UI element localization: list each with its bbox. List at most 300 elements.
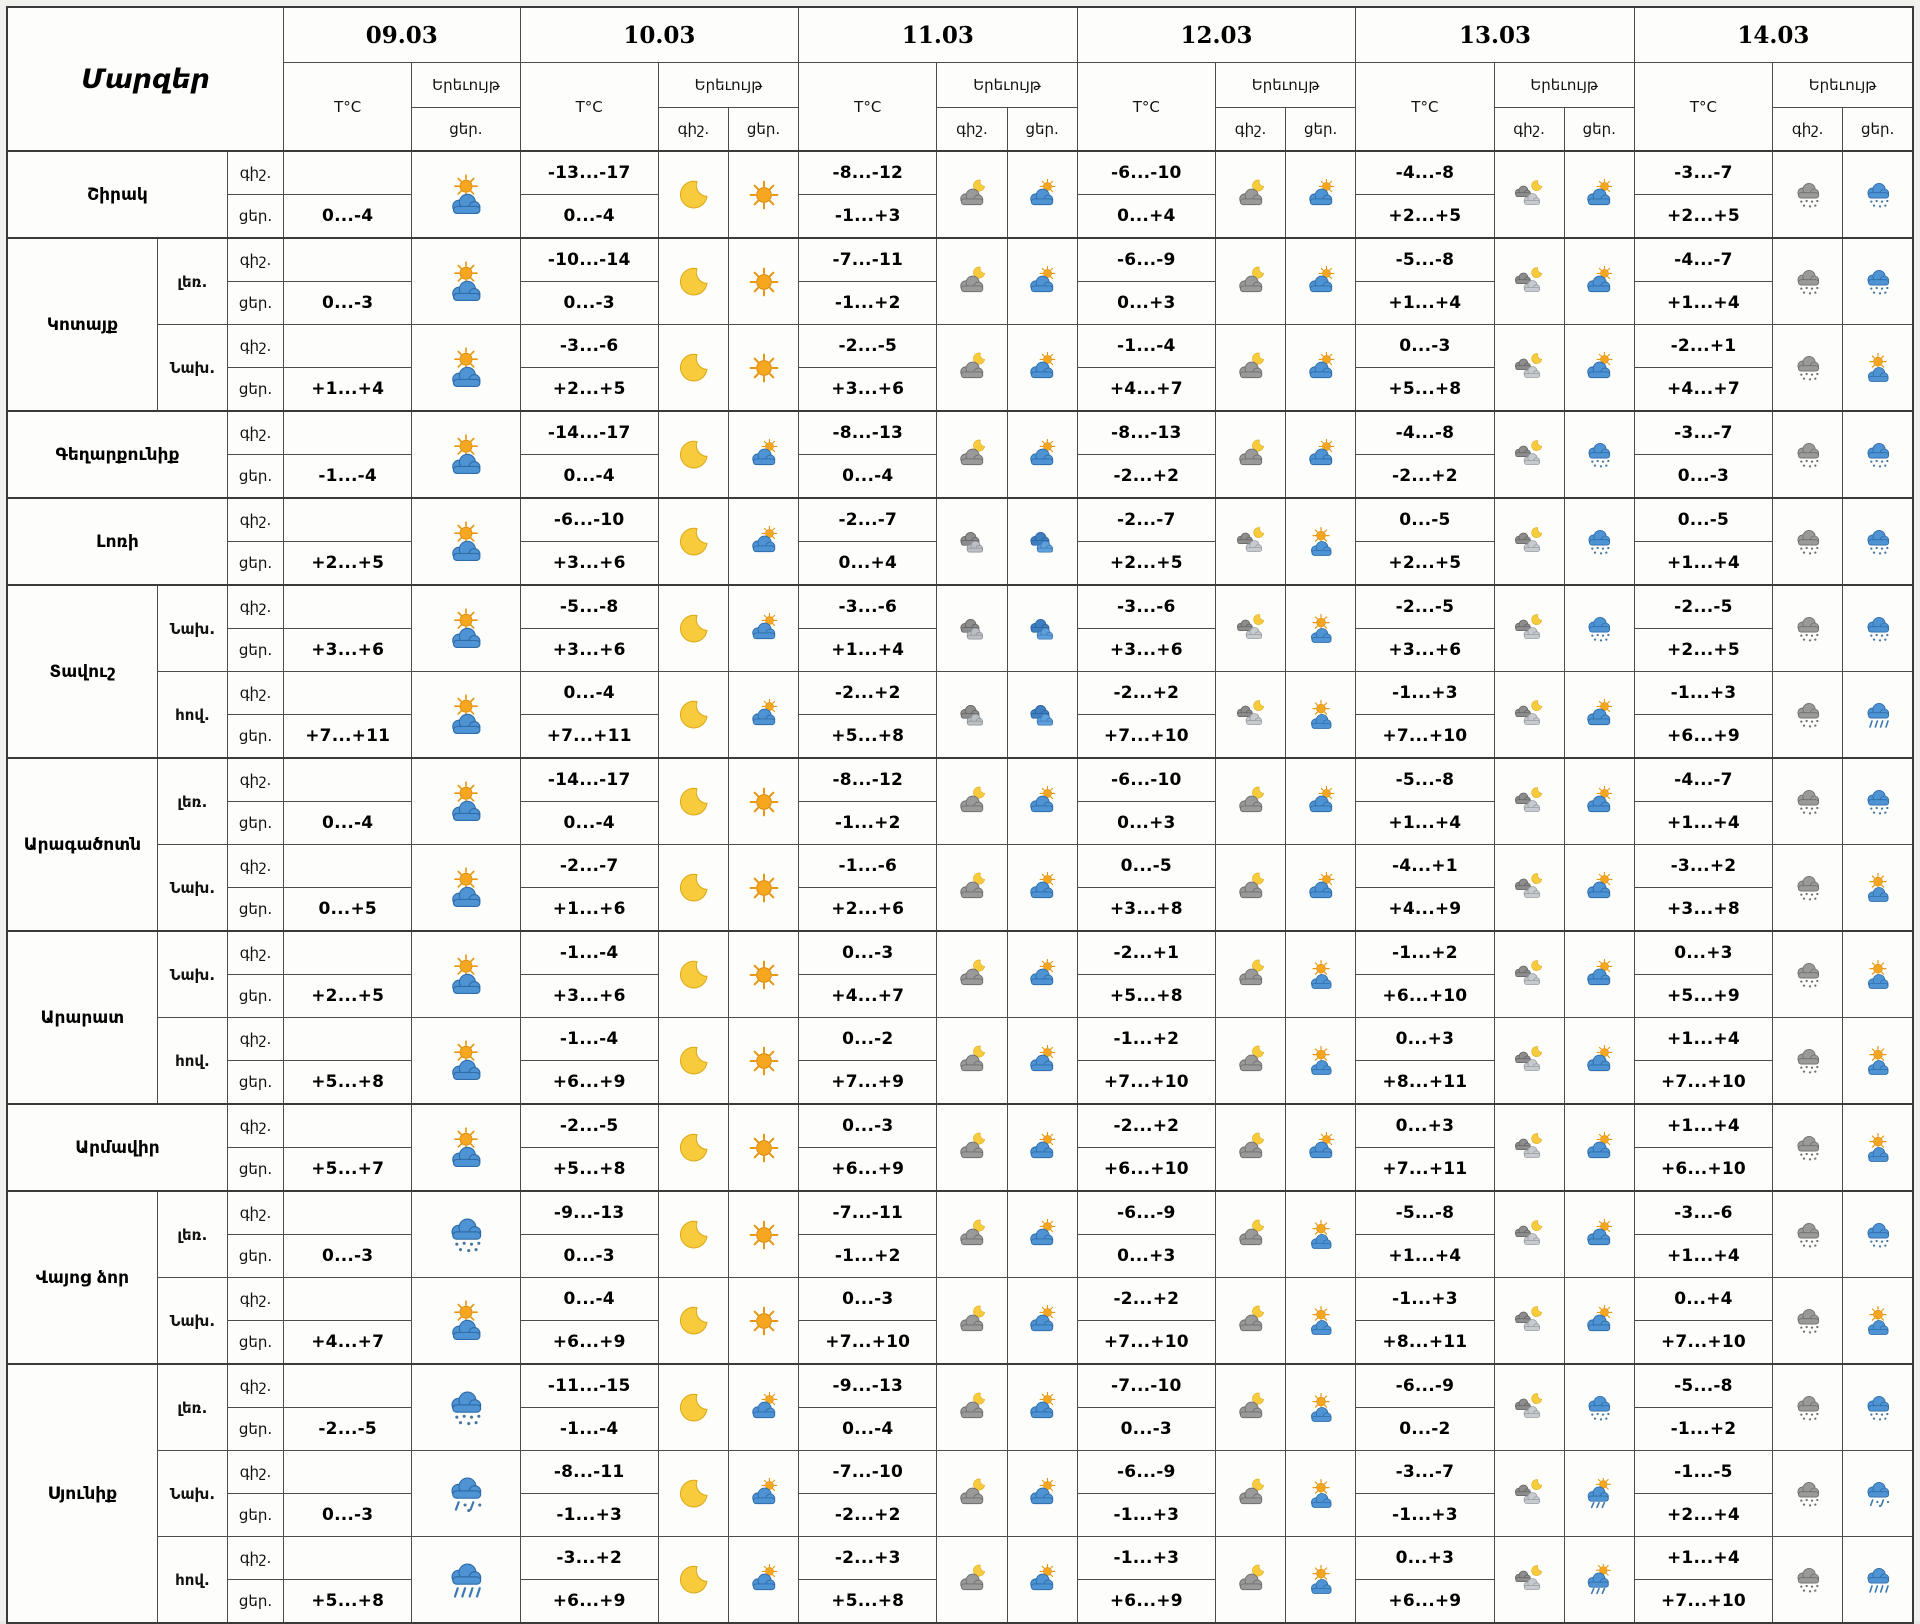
snow-blue-icon xyxy=(444,1386,488,1430)
sun-cloud-icon-cell xyxy=(412,151,520,238)
snow-gray-icon-cell xyxy=(1773,758,1843,845)
temp-day-09.03: -1...-4 xyxy=(284,455,412,499)
temp-day-11.03: +5...+8 xyxy=(799,1580,937,1624)
temp-night-12.03: -6...-10 xyxy=(1077,758,1215,802)
night-row-label: գիշ. xyxy=(227,238,283,282)
snow-blue-icon-cell xyxy=(1843,1364,1913,1451)
clouds-moon-icon-cell xyxy=(1494,1018,1564,1105)
night-row xyxy=(7,1364,1913,1408)
snow-gray-icon-cell xyxy=(1773,325,1843,412)
temp-night-11.03: -2...+2 xyxy=(799,672,937,715)
temp-0903-night-empty xyxy=(284,1104,412,1148)
snow-blue-icon xyxy=(1862,439,1894,471)
temp-night-13.03: -6...-9 xyxy=(1356,1364,1494,1408)
temp-day-11.03: +6...+9 xyxy=(799,1148,937,1192)
cloud-moon-icon-cell xyxy=(937,758,1007,845)
temp-day-12.03: +6...+9 xyxy=(1077,1580,1215,1624)
temp-night-10.03: -1...-4 xyxy=(520,1018,658,1061)
cloud-moon-icon-cell xyxy=(1215,411,1285,498)
sun-icon xyxy=(748,1219,780,1251)
sun-icon xyxy=(748,352,780,384)
night-row-label: գիշ. xyxy=(227,151,283,195)
night-row xyxy=(7,411,1913,455)
clouds-moon-icon xyxy=(1513,266,1545,298)
cloud-moon-icon-cell xyxy=(1215,1104,1285,1191)
rain-sun-icon-cell xyxy=(1564,1537,1634,1624)
temp-0903-night-empty xyxy=(284,1451,412,1494)
cloud-moon-icon-cell xyxy=(937,845,1007,932)
cloud-sun-icon-cell xyxy=(1007,325,1077,412)
date-header-1403: 14.03 xyxy=(1634,7,1913,63)
cloud-sun-icon xyxy=(1583,266,1615,298)
cloud-moon-icon xyxy=(956,1478,988,1510)
temp-night-11.03: -3...-6 xyxy=(799,585,937,629)
night-header: գիշ. xyxy=(1773,108,1843,152)
snow-blue-icon-cell xyxy=(1564,411,1634,498)
night-row-label: գիշ. xyxy=(227,585,283,629)
cloud-sun-icon xyxy=(1026,786,1058,818)
temp-day-12.03: +2...+5 xyxy=(1077,542,1215,586)
temp-night-11.03: -7...-10 xyxy=(799,1451,937,1494)
temp-night-13.03: -1...+2 xyxy=(1356,931,1494,975)
temp-night-13.03: -4...+1 xyxy=(1356,845,1494,888)
moon-icon-cell xyxy=(658,411,728,498)
moon-icon-cell xyxy=(658,1278,728,1365)
temp-day-14.03: +6...+10 xyxy=(1634,1148,1772,1192)
zone-name: Նախ. xyxy=(157,1451,227,1537)
snow-blue-icon-cell xyxy=(1564,585,1634,672)
temp-day-10.03: 0...-3 xyxy=(520,282,658,325)
night-row xyxy=(7,1451,1913,1494)
moon-icon xyxy=(677,1305,709,1337)
temp-day-09.03: +5...+8 xyxy=(284,1061,412,1105)
region-name: Արագածոտն xyxy=(7,758,157,931)
temp-night-14.03: -2...-5 xyxy=(1634,585,1772,629)
temp-night-11.03: 0...-3 xyxy=(799,1104,937,1148)
cloud-sun-icon-cell xyxy=(1286,325,1356,412)
temp-day-14.03: +1...+4 xyxy=(1634,542,1772,586)
zone-name: հով. xyxy=(157,1537,227,1624)
temp-night-10.03: -2...-5 xyxy=(520,1104,658,1148)
clouds-moon-icon-cell xyxy=(1494,238,1564,325)
clouds-moon-icon-cell xyxy=(1494,411,1564,498)
temp-night-14.03: +1...+4 xyxy=(1634,1537,1772,1580)
temp-night-14.03: 0...+4 xyxy=(1634,1278,1772,1321)
day-row-label: ցեր. xyxy=(227,455,283,499)
snow-gray-icon-cell xyxy=(1773,1104,1843,1191)
sun-cloud-icon-cell xyxy=(412,585,520,672)
clouds-gray-icon xyxy=(956,526,988,558)
moon-icon-cell xyxy=(658,931,728,1018)
sun-cloud-icon-cell xyxy=(1286,1018,1356,1105)
temp-day-14.03: +3...+8 xyxy=(1634,888,1772,932)
temp-header: T°C xyxy=(799,63,937,152)
temp-night-10.03: -5...-8 xyxy=(520,585,658,629)
temp-night-14.03: +1...+4 xyxy=(1634,1018,1772,1061)
temp-night-14.03: +1...+4 xyxy=(1634,1104,1772,1148)
zone-name: հով. xyxy=(157,1018,227,1105)
cloud-sun-icon xyxy=(1583,1219,1615,1251)
temp-day-14.03: 0...-3 xyxy=(1634,455,1772,499)
moon-icon-cell xyxy=(658,1364,728,1451)
sun-cloud-icon xyxy=(1305,1392,1337,1424)
sun-icon-cell xyxy=(728,1104,798,1191)
sun-cloud-icon-cell xyxy=(412,238,520,325)
snow-gray-icon-cell xyxy=(1773,931,1843,1018)
temp-day-12.03: +3...+8 xyxy=(1077,888,1215,932)
temp-night-10.03: -6...-10 xyxy=(520,498,658,542)
temp-night-10.03: -1...-4 xyxy=(520,931,658,975)
temp-day-10.03: +6...+9 xyxy=(520,1580,658,1624)
day-header: ցեր. xyxy=(1564,108,1634,152)
cloud-moon-icon-cell xyxy=(937,1278,1007,1365)
date-header-row xyxy=(7,7,1913,63)
cloud-moon-icon-cell xyxy=(1215,1451,1285,1537)
date-header-1003: 10.03 xyxy=(520,7,799,63)
cloud-moon-icon xyxy=(956,1132,988,1164)
temp-day-11.03: -1...+2 xyxy=(799,802,937,845)
cloud-sun-icon-cell xyxy=(1564,325,1634,412)
cloud-sun-icon xyxy=(1305,439,1337,471)
sleet-blue-icon xyxy=(1862,1478,1894,1510)
cloud-sun-icon xyxy=(1026,1132,1058,1164)
temp-day-12.03: 0...+3 xyxy=(1077,282,1215,325)
sun-icon-cell xyxy=(728,1278,798,1365)
clouds-blue-icon-cell xyxy=(1007,498,1077,585)
snow-gray-icon xyxy=(1792,1392,1824,1424)
weather-forecast-table xyxy=(6,6,1914,1624)
night-row xyxy=(7,1018,1913,1061)
temp-night-13.03: -5...-8 xyxy=(1356,238,1494,282)
temp-0903-night-empty xyxy=(284,151,412,195)
temp-day-10.03: 0...-4 xyxy=(520,195,658,239)
temp-day-12.03: 0...+4 xyxy=(1077,195,1215,239)
temp-day-09.03: +7...+11 xyxy=(284,715,412,759)
night-row xyxy=(7,1191,1913,1235)
temp-day-11.03: -1...+2 xyxy=(799,282,937,325)
cloud-moon-icon-cell xyxy=(1215,151,1285,238)
cloud-moon-icon xyxy=(956,266,988,298)
night-header: գիշ. xyxy=(658,108,728,152)
night-row-label: գիշ. xyxy=(227,1278,283,1321)
snow-blue-icon xyxy=(1862,526,1894,558)
temp-night-13.03: -4...-8 xyxy=(1356,411,1494,455)
cloud-sun-icon-cell xyxy=(1007,931,1077,1018)
cloud-sun-icon xyxy=(748,1478,780,1510)
phenomenon-header: Երեւույթ xyxy=(658,63,798,108)
temp-night-12.03: -1...-4 xyxy=(1077,325,1215,368)
moon-icon-cell xyxy=(658,1018,728,1105)
cloud-sun-icon-cell xyxy=(728,498,798,585)
cloud-sun-icon-cell xyxy=(1564,758,1634,845)
cloud-moon-icon-cell xyxy=(1215,325,1285,412)
clouds-blue-icon xyxy=(1026,699,1058,731)
moon-icon-cell xyxy=(658,238,728,325)
cloud-moon-icon-cell xyxy=(937,1191,1007,1278)
snow-blue-icon xyxy=(1862,179,1894,211)
sun-cloud-icon-cell xyxy=(1286,1537,1356,1624)
temp-day-12.03: 0...+3 xyxy=(1077,802,1215,845)
temp-0903-night-empty xyxy=(284,498,412,542)
clouds-moon-icon-cell xyxy=(1494,1278,1564,1365)
date-header-1203: 12.03 xyxy=(1077,7,1356,63)
night-row xyxy=(7,585,1913,629)
cloud-sun-icon xyxy=(1583,1305,1615,1337)
sun-cloud-icon xyxy=(1305,699,1337,731)
clouds-blue-icon-cell xyxy=(1007,585,1077,672)
moon-icon xyxy=(677,1392,709,1424)
night-row xyxy=(7,325,1913,368)
temp-day-14.03: +4...+7 xyxy=(1634,368,1772,412)
temp-day-13.03: +8...+11 xyxy=(1356,1061,1494,1105)
sun-icon xyxy=(748,786,780,818)
cloud-moon-icon-cell xyxy=(937,1537,1007,1624)
temp-day-09.03: 0...-4 xyxy=(284,802,412,845)
temp-day-13.03: +6...+10 xyxy=(1356,975,1494,1018)
moon-icon-cell xyxy=(658,1104,728,1191)
night-row-label: գիշ. xyxy=(227,931,283,975)
snow-gray-icon-cell xyxy=(1773,151,1843,238)
day-header: ցեր. xyxy=(728,108,798,152)
cloud-sun-icon-cell xyxy=(728,1451,798,1537)
snow-blue-icon-cell xyxy=(1843,585,1913,672)
moon-icon xyxy=(677,699,709,731)
temp-header: T°C xyxy=(1634,63,1772,152)
temp-day-14.03: +1...+4 xyxy=(1634,1235,1772,1278)
temp-day-11.03: +5...+8 xyxy=(799,715,937,759)
temp-day-10.03: +3...+6 xyxy=(520,629,658,672)
snow-gray-icon xyxy=(1792,959,1824,991)
temp-night-14.03: -5...-8 xyxy=(1634,1364,1772,1408)
cloud-sun-icon xyxy=(1583,786,1615,818)
clouds-moon-icon xyxy=(1513,352,1545,384)
temp-day-10.03: 0...-4 xyxy=(520,455,658,499)
snow-gray-icon-cell xyxy=(1773,1451,1843,1537)
temp-day-12.03: +4...+7 xyxy=(1077,368,1215,412)
sun-cloud-icon-cell xyxy=(412,931,520,1018)
cloud-sun-icon xyxy=(1026,179,1058,211)
rain-blue-icon-cell xyxy=(1843,672,1913,759)
snow-blue-icon xyxy=(1583,526,1615,558)
temp-night-13.03: 0...+3 xyxy=(1356,1018,1494,1061)
temp-day-09.03: 0...-4 xyxy=(284,195,412,239)
temp-day-11.03: +7...+9 xyxy=(799,1061,937,1105)
snow-blue-icon-cell xyxy=(1843,238,1913,325)
temp-0903-night-empty xyxy=(284,1191,412,1235)
cloud-sun-icon-cell xyxy=(1007,411,1077,498)
temp-day-13.03: +4...+9 xyxy=(1356,888,1494,932)
clouds-gray-icon xyxy=(956,699,988,731)
temp-0903-night-empty xyxy=(284,931,412,975)
day-header: ցեր. xyxy=(1007,108,1077,152)
sun-cloud-icon-cell xyxy=(1843,931,1913,1018)
clouds-blue-icon xyxy=(1026,613,1058,645)
temp-night-13.03: -5...-8 xyxy=(1356,758,1494,802)
temp-night-12.03: -6...-9 xyxy=(1077,238,1215,282)
temp-night-13.03: 0...-3 xyxy=(1356,325,1494,368)
moon-icon xyxy=(677,1045,709,1077)
zone-name: Նախ. xyxy=(157,585,227,672)
sun-cloud-icon-cell xyxy=(1843,1278,1913,1365)
cloud-moon-icon xyxy=(1235,439,1267,471)
moon-icon-cell xyxy=(658,672,728,759)
temp-day-13.03: -1...+3 xyxy=(1356,1494,1494,1537)
temp-night-12.03: -1...+2 xyxy=(1077,1018,1215,1061)
sun-cloud-icon xyxy=(444,693,488,737)
temp-day-09.03: +2...+5 xyxy=(284,975,412,1018)
night-row xyxy=(7,845,1913,888)
sun-icon xyxy=(748,872,780,904)
cloud-sun-icon-cell xyxy=(1564,1104,1634,1191)
temp-night-12.03: -7...-10 xyxy=(1077,1364,1215,1408)
temp-night-14.03: 0...-5 xyxy=(1634,498,1772,542)
snow-blue-icon xyxy=(444,1213,488,1257)
temp-day-10.03: +7...+11 xyxy=(520,715,658,759)
night-row-label: գիշ. xyxy=(227,411,283,455)
clouds-moon-icon-cell xyxy=(1494,325,1564,412)
day-row-label: ցեր. xyxy=(227,1235,283,1278)
clouds-moon-icon xyxy=(1235,613,1267,645)
moon-icon-cell xyxy=(658,1537,728,1624)
clouds-moon-icon-cell xyxy=(1494,758,1564,845)
cloud-sun-icon-cell xyxy=(1007,1018,1077,1105)
cloud-moon-icon xyxy=(1235,1564,1267,1596)
temp-0903-night-empty xyxy=(284,758,412,802)
temp-night-14.03: 0...+3 xyxy=(1634,931,1772,975)
clouds-moon-icon-cell xyxy=(1494,1451,1564,1537)
night-row xyxy=(7,758,1913,802)
cloud-moon-icon xyxy=(956,439,988,471)
temp-night-11.03: -8...-12 xyxy=(799,151,937,195)
temp-day-13.03: -2...+2 xyxy=(1356,455,1494,499)
moon-icon-cell xyxy=(658,585,728,672)
cloud-moon-icon xyxy=(956,1305,988,1337)
cloud-moon-icon-cell xyxy=(1215,1018,1285,1105)
moon-icon-cell xyxy=(658,151,728,238)
sun-cloud-icon-cell xyxy=(412,758,520,845)
temp-day-11.03: +3...+6 xyxy=(799,368,937,412)
sun-cloud-icon-cell xyxy=(412,1278,520,1365)
temp-day-13.03: +2...+5 xyxy=(1356,195,1494,239)
cloud-sun-icon-cell xyxy=(1007,1364,1077,1451)
snow-gray-icon xyxy=(1792,1219,1824,1251)
temp-day-10.03: +6...+9 xyxy=(520,1321,658,1365)
cloud-sun-icon xyxy=(1026,266,1058,298)
cloud-sun-icon xyxy=(1026,1392,1058,1424)
temp-night-12.03: -3...-6 xyxy=(1077,585,1215,629)
snow-gray-icon xyxy=(1792,786,1824,818)
temp-day-14.03: -1...+2 xyxy=(1634,1408,1772,1451)
cloud-moon-icon-cell xyxy=(937,1018,1007,1105)
temp-day-13.03: +1...+4 xyxy=(1356,282,1494,325)
subheader-row xyxy=(7,63,1913,108)
cloud-sun-icon-cell xyxy=(1007,758,1077,845)
temp-header: T°C xyxy=(1077,63,1215,152)
zone-name: լեռ. xyxy=(157,1191,227,1278)
cloud-sun-icon xyxy=(1583,872,1615,904)
temp-day-11.03: -1...+2 xyxy=(799,1235,937,1278)
temp-day-14.03: +1...+4 xyxy=(1634,802,1772,845)
zone-name: Նախ. xyxy=(157,1278,227,1365)
temp-night-14.03: -1...+3 xyxy=(1634,672,1772,715)
snow-gray-icon-cell xyxy=(1773,1278,1843,1365)
day-row-label: ցեր. xyxy=(227,1494,283,1537)
snow-gray-icon xyxy=(1792,352,1824,384)
temp-night-12.03: -6...-10 xyxy=(1077,151,1215,195)
temp-0903-night-empty xyxy=(284,325,412,368)
sun-cloud-icon xyxy=(444,173,488,217)
night-row-label: գիշ. xyxy=(227,758,283,802)
temp-night-12.03: -1...+3 xyxy=(1077,1537,1215,1580)
temp-0903-night-empty xyxy=(284,845,412,888)
sun-cloud-icon-cell xyxy=(1286,1364,1356,1451)
temp-day-12.03: -1...+3 xyxy=(1077,1494,1215,1537)
sun-cloud-icon-cell xyxy=(1843,325,1913,412)
temp-night-11.03: -1...-6 xyxy=(799,845,937,888)
sun-cloud-icon xyxy=(1305,526,1337,558)
sun-cloud-icon-cell xyxy=(1286,1451,1356,1537)
cloud-sun-icon-cell xyxy=(1007,1451,1077,1537)
snow-gray-icon xyxy=(1792,613,1824,645)
temp-night-12.03: -8...-13 xyxy=(1077,411,1215,455)
temp-day-14.03: +6...+9 xyxy=(1634,715,1772,759)
sun-icon-cell xyxy=(728,238,798,325)
moon-icon xyxy=(677,179,709,211)
cloud-sun-icon-cell xyxy=(1564,672,1634,759)
cloud-sun-icon xyxy=(1305,786,1337,818)
temp-day-11.03: 0...+4 xyxy=(799,542,937,586)
temp-day-09.03: 0...-3 xyxy=(284,1494,412,1537)
night-row-label: գիշ. xyxy=(227,1104,283,1148)
temp-day-09.03: -2...-5 xyxy=(284,1408,412,1451)
night-row-label: գիշ. xyxy=(227,325,283,368)
moon-icon-cell xyxy=(658,845,728,932)
temp-night-10.03: -9...-13 xyxy=(520,1191,658,1235)
clouds-gray-icon-cell xyxy=(937,672,1007,759)
snow-blue-icon xyxy=(1862,266,1894,298)
sun-cloud-icon xyxy=(1305,959,1337,991)
moon-icon xyxy=(677,1564,709,1596)
sun-cloud-icon xyxy=(1305,613,1337,645)
clouds-moon-icon-cell xyxy=(1215,585,1285,672)
temp-day-13.03: +6...+9 xyxy=(1356,1580,1494,1624)
sun-cloud-icon-cell xyxy=(412,325,520,412)
sun-cloud-icon-cell xyxy=(1286,672,1356,759)
moon-icon xyxy=(677,959,709,991)
snow-gray-icon xyxy=(1792,179,1824,211)
temp-header: T°C xyxy=(520,63,658,152)
clouds-blue-icon-cell xyxy=(1007,672,1077,759)
cloud-moon-icon xyxy=(1235,872,1267,904)
sun-cloud-icon-cell xyxy=(1286,498,1356,585)
cloud-sun-icon-cell xyxy=(1286,1104,1356,1191)
cloud-sun-icon-cell xyxy=(728,1537,798,1624)
temp-day-14.03: +7...+10 xyxy=(1634,1061,1772,1105)
temp-night-12.03: -2...+1 xyxy=(1077,931,1215,975)
clouds-moon-icon xyxy=(1235,526,1267,558)
temp-day-12.03: +6...+10 xyxy=(1077,1148,1215,1192)
temp-day-13.03: +7...+10 xyxy=(1356,715,1494,759)
clouds-moon-icon xyxy=(1513,1305,1545,1337)
temp-day-12.03: 0...+3 xyxy=(1077,1235,1215,1278)
temp-night-10.03: 0...-4 xyxy=(520,1278,658,1321)
sun-icon-cell xyxy=(728,151,798,238)
cloud-moon-icon-cell xyxy=(937,411,1007,498)
phenomenon-header: Երեւույթ xyxy=(1773,63,1913,108)
temp-day-09.03: +4...+7 xyxy=(284,1321,412,1365)
temp-night-14.03: -3...-7 xyxy=(1634,411,1772,455)
cloud-sun-icon xyxy=(1026,1478,1058,1510)
